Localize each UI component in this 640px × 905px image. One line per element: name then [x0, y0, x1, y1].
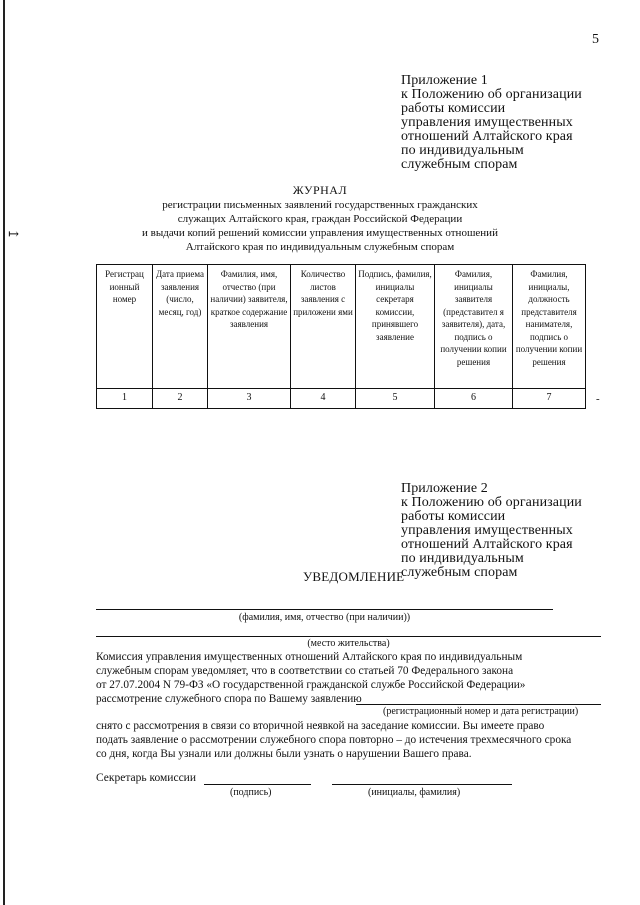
table-number-cell: 2: [153, 389, 208, 409]
paragraph-line: со дня, когда Вы узнали или должны были узнать о нарушении Вашего права.: [96, 748, 472, 760]
paragraph-line: служебным спорам уведомляет, что в соответствии со статьей 70 Федерального закона: [96, 665, 514, 677]
paragraph-line: подать заявление о рассмотрении служебного спора повторно – до истечения трехмесячного срока: [96, 734, 572, 746]
signature-blank-line: [204, 784, 311, 785]
table-number-cell: 4: [291, 389, 356, 409]
initials-caption: (инициалы, фамилия): [368, 787, 461, 798]
journal-subtitle-line: Алтайского края по индивидуальным служебным спорам: [185, 241, 455, 253]
secretary-label: Секретарь комиссии: [96, 772, 196, 784]
journal-subtitle: [0, 198, 640, 254]
appendix1-line: Приложение 1: [401, 73, 488, 88]
appendix2-block: [401, 482, 582, 580]
table-header-cell: Фамилия, инициалы заявителя (представител я заявителя), дата, подпись о получении копии решения: [435, 265, 513, 389]
registration-table: [96, 264, 586, 409]
table-number-row: [97, 389, 586, 409]
paragraph-line: Комиссия управления имущественных отношений Алтайского края по индивидуальным: [96, 651, 523, 663]
journal-subtitle-line: и выдачи копий решений комиссии управления имущественных отношений: [142, 227, 498, 239]
residence-blank-line: [96, 636, 601, 637]
appendix2-line: работы комиссии: [401, 509, 506, 524]
residence-caption: (место жительства): [307, 638, 390, 649]
table-header-cell: Фамилия, имя, отчество (при наличии) заявителя, краткое содержание заявления: [208, 265, 291, 389]
journal-subtitle-line: регистрации письменных заявлений государственных гражданских: [162, 199, 478, 211]
regnum-caption: (регистрационный номер и дата регистрации): [383, 706, 579, 717]
notification-paragraph-1: [96, 650, 601, 706]
appendix1-line: по индивидуальным: [401, 143, 524, 158]
appendix1-line: служебным спорам: [401, 157, 518, 172]
signature-caption: (подпись): [230, 787, 272, 798]
table-header-cell: Количество листов заявления с приложени ями: [291, 265, 356, 389]
appendix1-line: отношений Алтайского края: [401, 129, 573, 144]
scan-mark-icon: ↦: [8, 226, 19, 241]
paragraph-line: снято с рассмотрения в связи со вторичной неявкой на заседание комиссии. Вы имеете право: [96, 720, 545, 732]
appendix1-line: к Положению об организации: [401, 87, 582, 102]
appendix2-line: к Положению об организации: [401, 495, 582, 510]
appendix2-line: управления имущественных: [401, 523, 573, 538]
name-caption: (фамилия, имя, отчество (при наличии)): [238, 612, 411, 623]
table-header-cell: Фамилия, инициалы, должность представителя нанимателя, подпись о получении копии решения: [513, 265, 586, 389]
notification-paragraph-2: [96, 719, 601, 761]
page-number: 5: [592, 32, 599, 47]
table-header-cell: Дата приема заявления (число, месяц, год): [153, 265, 208, 389]
appendix1-line: работы комиссии: [401, 101, 506, 116]
appendix2-line: по индивидуальным: [401, 551, 524, 566]
table-number-cell: 5: [356, 389, 435, 409]
table-header-row: [97, 265, 586, 389]
notification-title: УВЕДОМЛЕНИЕ: [303, 569, 405, 584]
appendix1-block: [401, 74, 582, 172]
journal-subtitle-line: служащих Алтайского края, граждан Российской Федерации: [177, 213, 463, 225]
table-number-cell: 3: [208, 389, 291, 409]
paragraph-line: рассмотрение служебного спора по Вашему заявлению: [96, 693, 362, 705]
appendix2-line: служебным спорам: [401, 565, 518, 580]
scan-dash-icon: -: [596, 393, 600, 405]
regnum-blank-line: [356, 704, 601, 705]
initials-blank-line: [332, 784, 512, 785]
appendix2-line: отношений Алтайского края: [401, 537, 573, 552]
table-number-cell: 1: [97, 389, 153, 409]
appendix1-line: управления имущественных: [401, 115, 573, 130]
journal-title: ЖУРНАЛ: [292, 183, 348, 197]
appendix2-line: Приложение 2: [401, 481, 488, 496]
table-header-cell: Регистрац ионный номер: [97, 265, 153, 389]
table-header-cell: Подпись, фамилия, инициалы секретаря комиссии, принявшего заявление: [356, 265, 435, 389]
paragraph-line: от 27.07.2004 N 79-ФЗ «О государственной гражданской службе Российской Федерации»: [96, 679, 526, 691]
table-number-cell: 7: [513, 389, 586, 409]
table-number-cell: 6: [435, 389, 513, 409]
scan-edge-line: [3, 0, 5, 905]
name-blank-line: [96, 609, 553, 610]
